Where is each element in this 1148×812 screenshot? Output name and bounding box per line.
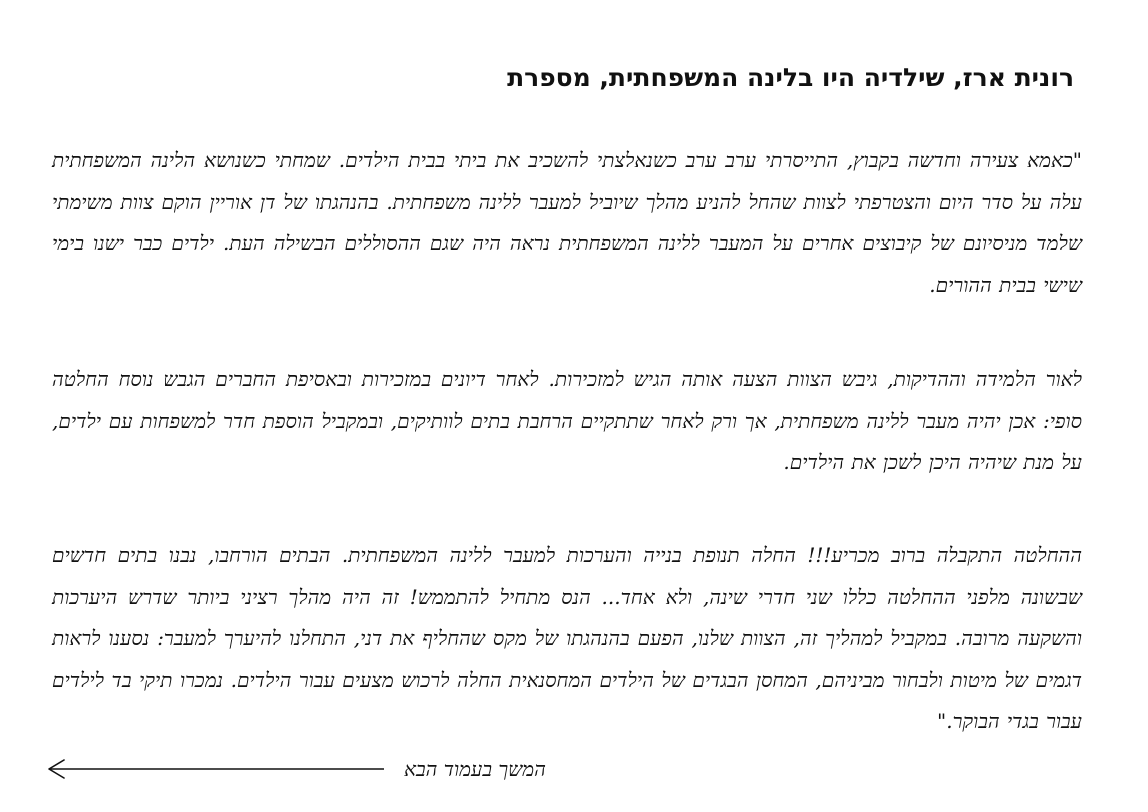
page-heading: רונית ארז, שילדיה היו בלינה המשפחתית, מספרת bbox=[507, 63, 1074, 92]
quote-paragraph-1: "כאמא צעירה וחדשה בקבוץ, התייסרתי ערב ערב כשנאלצתי להשכיב את ביתי בבית הילדים. שמחתי כשנושא הלינה המשפחתית עלה על סדר היום והצטרפתי לצוות שהחל להניע מהלך שיוביל למעבר ללינה משפחתית. בהנהגתו של דן אוריין הוקם צוות משימתי שלמד מניסיונם של קיבוצים אחרים על המעבר ללינה המשפחתית נראה היה שגם ההסוללים הבשילה העת. ילדים כבר ישנו בימי שישי בבית ההורים. bbox=[52, 148, 1082, 297]
continue-next-page[interactable] bbox=[46, 754, 606, 784]
continue-label: המשך בעמוד הבא bbox=[404, 757, 546, 781]
quote-paragraph-2: לאור הלמידה וההדיקות, גיבש הצוות הצעה אותה הגיש למזכירות. לאחר דיונים במזכירות ובאסיפת החברים הגבש נוסח החלטה סופי: אכן יהיה מעבר ללינה משפחתית, אך ורק לאחר שתתקיים הרחבת בתים לוותיקים, ובמקביל הוספת חדר למשפחות עם ילדים, על מנת שיהיה היכן לשכן את הילדים. bbox=[52, 367, 1082, 474]
quote-paragraph-3: ההחלטה התקבלה ברוב מכריע!!! החלה תנופת בנייה והערכות למעבר ללינה המשפחתית. הבתים הורחבו, נבנו בתים חדשים שבשונה מלפני ההחלטה כללו שני חדרי שינה, ולא אחד... הנס מתחיל להתממש! זה היה מהלך רציני ביותר שדרש היערכות והשקעה מרובה. במקביל למהליך זה, הצוות שלנו, הפעם בהנהגתו של מקס שהחליף את דני, התחלנו להיערך למעבר: נסענו לראות דגמים של מיטות ולבחור מביניהם, המחסן הבגדים של הילדים המחסנאית החלה לרכוש מצעים עבור הילדים. נמכרו תיקי בד לילדים עבור בגדי הבוקר." bbox=[52, 543, 1082, 733]
left-arrow-icon bbox=[46, 758, 386, 780]
